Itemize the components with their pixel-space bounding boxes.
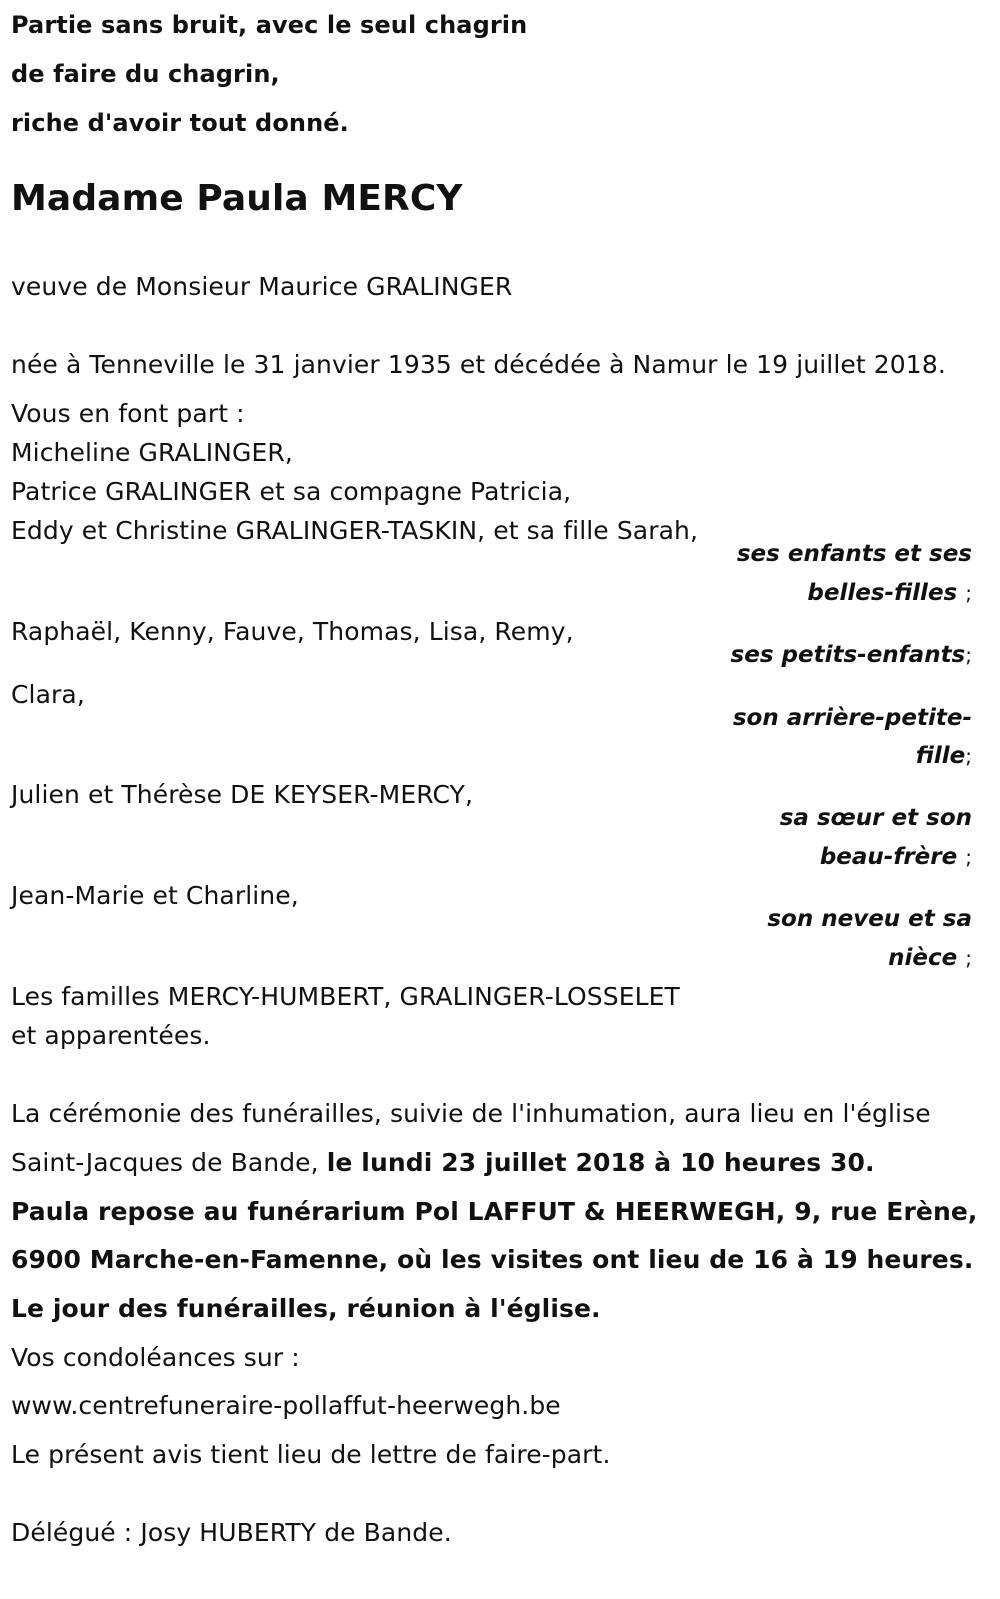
child-1: Micheline GRALINGER, [11,438,293,467]
grandchildren-role: ses petits-enfants; [730,642,972,668]
children-role-line-1: ses enfants et ses [736,541,972,567]
grandchildren: Raphaël, Kenny, Fauve, Thomas, Lisa, Remy, [11,617,574,646]
ceremony-line-1: La cérémonie des funérailles, suivie de l'inhumation, aura lieu en l'église [11,1099,931,1128]
website-link[interactable]: www.centrefuneraire-pollaffut-heerwegh.be [11,1391,561,1420]
nephew-couple: Jean-Marie et Charline, [11,881,299,910]
birth-death: née à Tenneville le 31 janvier 1935 et décédée à Namur le 19 juillet 2018. [11,350,946,379]
great-grandchild: Clara, [11,680,85,709]
repose-line-1: Paula repose au funérarium Pol LAFFUT & HEERWEGH, 9, rue Erène, [11,1197,978,1226]
sister-couple: Julien et Thérèse DE KEYSER-MERCY, [11,780,473,809]
nephew-role-line-1: son neveu et sa [767,906,972,932]
children-role-line-2: belles-filles ; [807,580,972,606]
deceased-name: Madame Paula MERCY [11,178,463,219]
poem-line-3: riche d'avoir tout donné. [11,109,349,137]
ceremony-line-2: Saint-Jacques de Bande, le lundi 23 juillet 2018 à 10 heures 30. [11,1148,875,1177]
child-3: Eddy et Christine GRALINGER-TASKIN, et sa fille Sarah, [11,516,698,545]
families-line-2: et apparentées. [11,1021,211,1050]
child-2: Patrice GRALINGER et sa compagne Patricia, [11,477,572,506]
sister-role-line-2: beau-frère ; [819,844,972,870]
great-grandchild-role-line-1: son arrière-petite- [732,705,972,731]
families-line-1: Les familles MERCY-HUMBERT, GRALINGER-LOSSELET [11,982,680,1011]
sister-role-line-1: sa sœur et son [779,805,972,831]
great-grandchild-role-line-2: fille; [915,743,972,769]
widow-of: veuve de Monsieur Maurice GRALINGER [11,272,513,301]
delegate-text: Délégué : Josy HUBERTY de Bande. [11,1518,452,1547]
notice-text: Le présent avis tient lieu de lettre de faire-part. [11,1440,611,1469]
repose-line-3: Le jour des funérailles, réunion à l'église. [11,1294,601,1323]
poem-line-2: de faire du chagrin, [11,60,280,88]
poem-line-1: Partie sans bruit, avec le seul chagrin [11,11,528,39]
announce-text: Vous en font part : [11,399,245,428]
nephew-role-line-2: nièce ; [888,945,972,971]
condolences-text: Vos condoléances sur : [11,1343,300,1372]
repose-line-2: 6900 Marche-en-Famenne, où les visites ont lieu de 16 à 19 heures. [11,1245,974,1274]
